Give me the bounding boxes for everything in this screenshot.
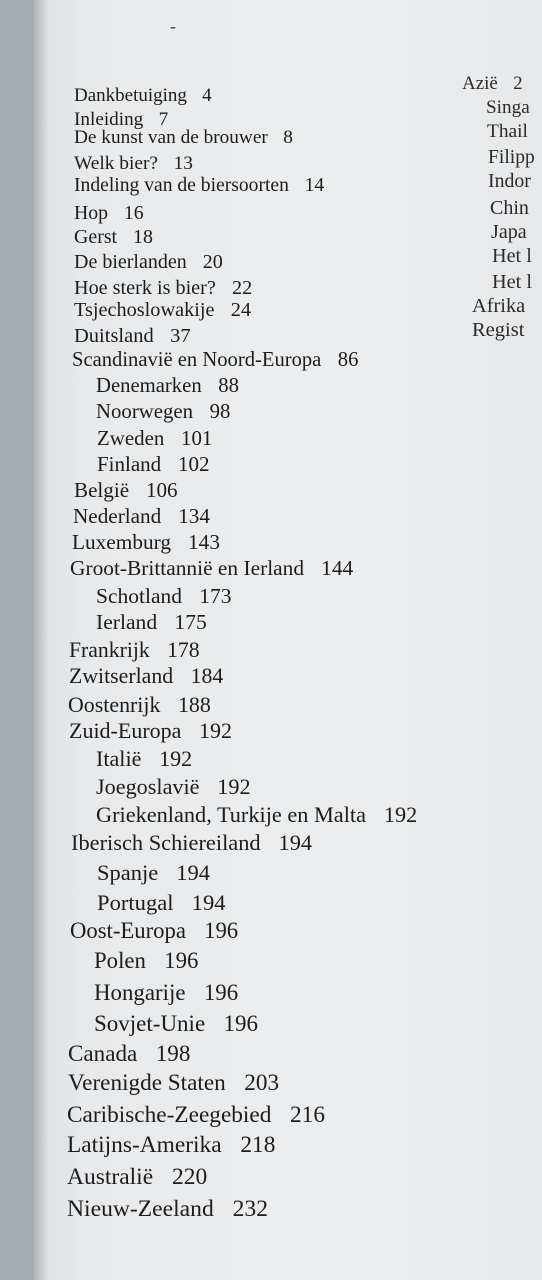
toc-entry-page-number: 194: [176, 860, 210, 885]
toc-entry-title: Gerst: [74, 226, 118, 248]
toc-entry-page-number: 14: [304, 175, 325, 196]
toc-entry-title: Luxemburg: [72, 530, 171, 554]
toc-entry-title: Canada: [68, 1040, 138, 1066]
toc-entry-title: Filipp: [488, 147, 535, 168]
toc-entry-title: Singa: [486, 97, 530, 118]
toc-entry-title: Noorwegen: [96, 400, 194, 423]
toc-entry-page-number: 2: [513, 73, 523, 94]
toc-entry: [74, 228, 153, 248]
toc-right-entry: [472, 320, 524, 341]
toc-entry: [97, 892, 226, 915]
toc-entry-title: Nederland: [73, 504, 162, 528]
toc-entry-title: Schotland: [96, 584, 182, 608]
toc-entry-title: Welk bier?: [74, 153, 159, 174]
toc-entry-title: Italië: [96, 746, 142, 771]
toc-entry-title: Iberisch Schiereiland: [71, 830, 261, 855]
toc-right-entry: [462, 74, 523, 93]
toc-entry: [96, 804, 417, 826]
toc-entry-page-number: 102: [177, 452, 210, 476]
toc-entry: [67, 1134, 275, 1157]
toc-entry: [69, 640, 200, 662]
toc-entry: [97, 862, 210, 885]
toc-entry: [94, 950, 198, 973]
book-page: [34, 0, 542, 1280]
toc-entry-title: Australië: [67, 1164, 154, 1190]
toc-entry: [96, 376, 239, 397]
toc-entry-page-number: 18: [133, 226, 153, 248]
toc-entry-title: Nieuw-Zeeland: [67, 1196, 214, 1222]
toc-entry: [74, 300, 251, 320]
toc-entry-page-number: 98: [209, 400, 231, 423]
toc-entry-title: Groot-Brittannië en Ierland: [70, 556, 305, 580]
toc-entry-title: Tsjechoslowakije: [74, 299, 215, 321]
toc-entry-page-number: 8: [283, 127, 293, 148]
toc-entry-page-number: 192: [217, 774, 251, 799]
toc-entry-title: Het l: [492, 271, 532, 293]
toc-entry-title: Griekenland, Turkije en Malta: [96, 802, 366, 827]
toc-entry-title: Indeling van de biersoorten: [74, 175, 289, 196]
toc-entry-title: Regist: [472, 319, 525, 341]
toc-entry-title: Latijns-Amerika: [67, 1132, 222, 1158]
toc-right-entry: [492, 246, 532, 266]
toc-entry-title: De bierlanden: [74, 251, 187, 273]
toc-entry-page-number: 178: [167, 638, 200, 662]
toc-entry: [72, 532, 220, 553]
toc-entry-page-number: 216: [290, 1102, 325, 1128]
toc-entry: [70, 920, 238, 943]
toc-entry-title: Finland: [97, 452, 162, 476]
toc-right-entry: [488, 148, 535, 168]
toc-entry-title: Sovjet-Unie: [94, 1011, 206, 1036]
toc-entry: [73, 506, 210, 527]
toc-entry-title: Frankrijk: [69, 638, 150, 662]
toc-entry-title: Portugal: [97, 890, 174, 915]
toc-entry-title: Chin: [490, 197, 529, 219]
toc-entry-title: Indor: [488, 170, 531, 192]
toc-entry-page-number: 196: [164, 948, 199, 973]
toc-entry-title: Hongarije: [94, 980, 186, 1005]
toc-entry-page-number: 101: [181, 426, 213, 450]
toc-entry: [96, 748, 192, 770]
toc-entry-title: Verenigde Staten: [68, 1070, 226, 1096]
toc-entry: [96, 776, 251, 798]
toc-entry-title: De kunst van de brouwer: [74, 127, 268, 148]
toc-entry: [74, 326, 191, 347]
toc-entry-page-number: 106: [145, 478, 178, 502]
toc-entry-title: Joegoslavië: [96, 774, 200, 799]
toc-entry-title: Zwitserland: [69, 664, 174, 688]
toc-right-entry: [486, 98, 530, 117]
toc-entry-title: Het l: [492, 245, 532, 267]
toc-entry: [74, 480, 178, 501]
toc-entry-title: Zuid-Europa: [69, 718, 182, 743]
toc-right-entry: [491, 222, 527, 242]
toc-entry-page-number: 192: [199, 718, 232, 743]
toc-entry: [67, 1198, 268, 1222]
toc-entry-title: Azië: [462, 73, 498, 94]
toc-entry: [74, 278, 252, 298]
toc-entry-page-number: 196: [223, 1011, 259, 1036]
toc-right-entry: [490, 198, 529, 218]
toc-entry: [94, 1012, 258, 1035]
toc-entry-title: Dankbetuiging: [74, 85, 187, 106]
toc-entry-page-number: 24: [230, 299, 252, 321]
toc-entry-title: Hoe sterk is bier?: [74, 277, 216, 299]
toc-entry-page-number: 7: [158, 109, 169, 130]
toc-entry-title: Scandinavië en Noord-Europa: [72, 349, 322, 371]
toc-entry-title: Inleiding: [74, 109, 144, 130]
toc-entry-title: Oost-Europa: [70, 918, 186, 943]
toc-entry-page-number: 188: [177, 692, 211, 717]
toc-entry: [96, 612, 207, 634]
toc-entry-page-number: 218: [240, 1132, 276, 1158]
toc-entry-page-number: 144: [321, 556, 354, 580]
toc-entry: [74, 86, 212, 105]
toc-entry-page-number: 184: [190, 664, 224, 688]
toc-entry: [68, 694, 211, 716]
toc-entry-page-number: 86: [337, 349, 359, 371]
toc-entry-page-number: 4: [202, 85, 212, 106]
toc-entry: [96, 586, 231, 608]
toc-entry: [68, 1042, 190, 1065]
toc-entry-title: Hop: [74, 202, 109, 224]
toc-entry-title: Afrika: [472, 295, 526, 317]
toc-entry-page-number: 196: [204, 918, 239, 943]
toc-entry: [74, 204, 144, 224]
toc-right-entry: [472, 296, 525, 316]
toc-entry: [69, 720, 232, 742]
toc-entry: [67, 1104, 325, 1127]
toc-entry-page-number: 194: [191, 890, 226, 915]
toc-entry: [94, 982, 238, 1005]
toc-entry-title: Duitsland: [74, 325, 154, 347]
toc-entry-title: Polen: [94, 948, 146, 973]
toc-entry-title: Japa: [491, 221, 527, 243]
toc-entry: [97, 454, 209, 475]
toc-right-entry: [487, 122, 528, 141]
toc-entry-page-number: 37: [170, 325, 191, 347]
toc-entry-page-number: 22: [231, 277, 253, 299]
toc-entry: [96, 402, 230, 423]
toc-right-entry: [492, 272, 532, 292]
toc-entry-page-number: 143: [188, 530, 220, 554]
toc-entry: [71, 832, 312, 854]
toc-entry: [67, 1166, 207, 1190]
toc-entry-page-number: 220: [171, 1164, 208, 1190]
toc-entry-title: Ierland: [96, 610, 158, 634]
toc-entry: [74, 252, 223, 272]
toc-entry: [74, 154, 193, 173]
toc-right-column: [462, 0, 542, 1280]
toc-entry-title: België: [74, 478, 130, 502]
toc-entry: [69, 666, 223, 688]
toc-entry-page-number: 196: [203, 980, 239, 1005]
toc-entry: [68, 1072, 279, 1095]
toc-entry: [97, 428, 212, 449]
toc-entry-title: Zweden: [97, 426, 165, 450]
toc-entry-title: Thail: [487, 121, 528, 142]
toc-entry-page-number: 198: [155, 1040, 191, 1066]
toc-entry-page-number: 173: [199, 584, 232, 608]
toc-entry: [70, 558, 353, 579]
toc-entry-page-number: 232: [232, 1196, 269, 1222]
toc-entry-title: Oostenrijk: [68, 692, 161, 717]
toc-entry-page-number: 192: [383, 802, 418, 827]
page-mark: -: [170, 16, 176, 36]
toc-entry-page-number: 192: [159, 746, 193, 771]
toc-entry-title: Caribische-Zeegebied: [67, 1102, 272, 1128]
toc-entry-page-number: 20: [202, 251, 223, 273]
toc-right-entry: [488, 172, 531, 192]
toc-entry: [74, 128, 293, 147]
toc-entry: [72, 350, 358, 371]
toc-entry-title: Denemarken: [96, 375, 202, 397]
toc-entry-page-number: 194: [278, 830, 313, 855]
toc-entry-page-number: 203: [244, 1070, 280, 1096]
toc-entry-page-number: 13: [173, 153, 193, 174]
toc-entry-page-number: 16: [123, 202, 144, 224]
toc-entry-page-number: 88: [218, 375, 239, 397]
toc-entry-page-number: 175: [174, 610, 207, 634]
toc-entry-page-number: 134: [178, 504, 210, 528]
toc-entry: [74, 176, 324, 196]
toc-entry-title: Spanje: [97, 860, 159, 885]
